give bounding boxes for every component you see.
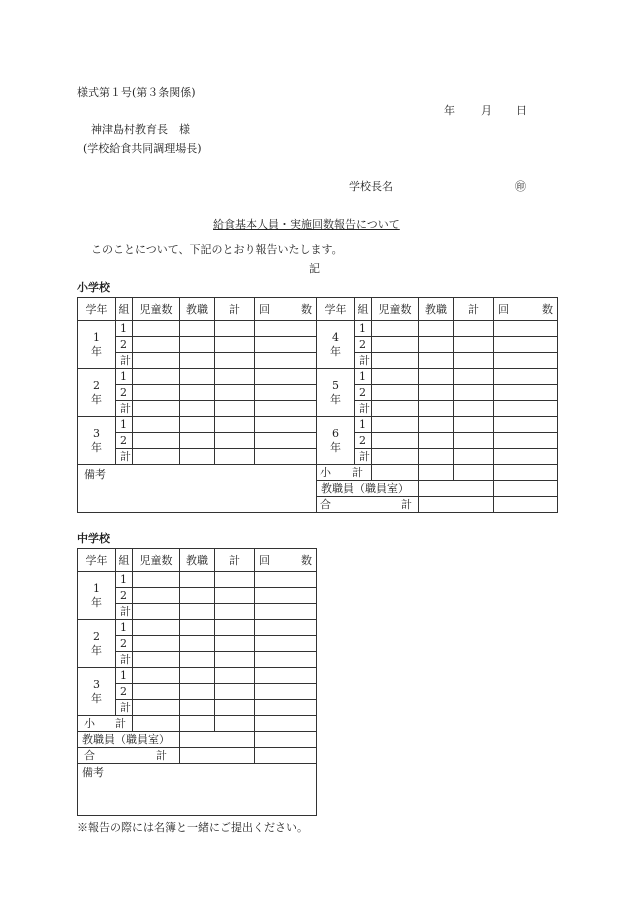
- grade-cell: 3 年: [78, 417, 116, 465]
- count-cell[interactable]: [255, 748, 317, 764]
- class-cell: 2: [116, 636, 133, 652]
- col-students: 児童数: [133, 298, 180, 321]
- class-cell: 1: [116, 369, 133, 385]
- count-cell[interactable]: [255, 449, 317, 465]
- count-cell[interactable]: [255, 321, 317, 337]
- col-total: 計: [454, 298, 494, 321]
- staff-cell[interactable]: [419, 385, 454, 401]
- count-cell[interactable]: [494, 497, 558, 513]
- class-cell: 計: [116, 652, 133, 668]
- total-cell[interactable]: [215, 433, 255, 449]
- class-cell: 2: [116, 337, 133, 353]
- count-cell[interactable]: [255, 417, 317, 433]
- col-students: 児童数: [372, 298, 419, 321]
- total-cell[interactable]: [215, 716, 255, 732]
- subtotal-label: 小 計: [317, 465, 372, 481]
- students-cell[interactable]: [133, 417, 180, 433]
- document-title: 給食基本人員・実施回数報告について: [213, 218, 400, 231]
- staff-room-value[interactable]: [180, 732, 255, 748]
- students-cell[interactable]: [133, 700, 180, 716]
- students-cell[interactable]: [133, 337, 180, 353]
- staff-cell[interactable]: [180, 417, 215, 433]
- date-day-label: 日: [516, 104, 527, 117]
- total-cell[interactable]: [215, 684, 255, 700]
- count-cell[interactable]: [494, 481, 558, 497]
- total-cell[interactable]: [215, 401, 255, 417]
- total-cell[interactable]: [215, 652, 255, 668]
- grand-total-row: [78, 748, 317, 764]
- total-cell[interactable]: [454, 449, 494, 465]
- staff-cell[interactable]: [180, 716, 215, 732]
- class-cell: 計: [116, 700, 133, 716]
- staff-cell[interactable]: [180, 572, 215, 588]
- class-cell: 計: [355, 449, 372, 465]
- count-cell[interactable]: [494, 465, 558, 481]
- grade-cell: 3 年: [78, 668, 116, 716]
- col-staff: 教職: [180, 549, 215, 572]
- students-cell[interactable]: [133, 604, 180, 620]
- intro-text: このことについて、下記のとおり報告いたします。: [91, 243, 343, 256]
- total-cell[interactable]: [215, 636, 255, 652]
- class-cell: 1: [116, 620, 133, 636]
- col-count: 回 数: [255, 549, 317, 572]
- elementary-table: [77, 297, 558, 513]
- date-month-label: 月: [481, 104, 492, 117]
- staff-room-value[interactable]: [419, 481, 494, 497]
- total-cell[interactable]: [454, 433, 494, 449]
- grade-cell: 1 年: [78, 572, 116, 620]
- total-cell[interactable]: [454, 321, 494, 337]
- staff-cell[interactable]: [419, 337, 454, 353]
- students-cell[interactable]: [133, 401, 180, 417]
- count-cell[interactable]: [255, 684, 317, 700]
- count-cell[interactable]: [494, 369, 558, 385]
- staff-cell[interactable]: [180, 620, 215, 636]
- col-class: 組: [116, 298, 133, 321]
- staff-cell[interactable]: [180, 700, 215, 716]
- table-row: [78, 369, 558, 385]
- remarks-row: [78, 764, 317, 816]
- students-cell[interactable]: [372, 369, 419, 385]
- staff-cell[interactable]: [419, 353, 454, 369]
- grand-total-label: 合 計: [317, 497, 419, 513]
- subtotal-row: [78, 465, 558, 481]
- grade-cell: 6 年: [317, 417, 355, 465]
- count-cell[interactable]: [255, 433, 317, 449]
- staff-cell[interactable]: [180, 337, 215, 353]
- total-cell[interactable]: [215, 604, 255, 620]
- count-cell[interactable]: [494, 353, 558, 369]
- total-cell[interactable]: [215, 620, 255, 636]
- class-cell: 2: [355, 433, 372, 449]
- staff-cell[interactable]: [180, 652, 215, 668]
- count-cell[interactable]: [255, 401, 317, 417]
- seal-icon: ㊞: [515, 180, 526, 193]
- remarks-cell[interactable]: [78, 465, 317, 513]
- principal-label: 学校長名: [349, 180, 393, 193]
- students-cell[interactable]: [133, 668, 180, 684]
- total-cell[interactable]: [454, 417, 494, 433]
- count-cell[interactable]: [255, 716, 317, 732]
- count-cell[interactable]: [255, 636, 317, 652]
- count-cell[interactable]: [255, 668, 317, 684]
- staff-cell[interactable]: [419, 321, 454, 337]
- class-cell: 計: [355, 353, 372, 369]
- students-cell[interactable]: [372, 401, 419, 417]
- form-number: 様式第１号(第３条関係): [77, 86, 196, 99]
- subtotal-label: 小 計: [78, 716, 133, 732]
- staff-cell[interactable]: [180, 321, 215, 337]
- count-cell[interactable]: [494, 417, 558, 433]
- students-cell[interactable]: [133, 433, 180, 449]
- class-cell: 2: [355, 337, 372, 353]
- total-cell[interactable]: [215, 369, 255, 385]
- count-cell[interactable]: [255, 604, 317, 620]
- total-cell[interactable]: [454, 337, 494, 353]
- total-cell[interactable]: [454, 401, 494, 417]
- total-cell[interactable]: [215, 588, 255, 604]
- col-staff: 教職: [419, 298, 454, 321]
- grade-cell: 1 年: [78, 321, 116, 369]
- elementary-heading: 小学校: [77, 281, 110, 294]
- grade-cell: 2 年: [78, 369, 116, 417]
- ki-label: 記: [309, 262, 320, 275]
- class-cell: 2: [116, 433, 133, 449]
- class-cell: 1: [355, 369, 372, 385]
- col-class: 組: [116, 549, 133, 572]
- col-staff: 教職: [180, 298, 215, 321]
- table-header-row: [78, 298, 558, 321]
- subtotal-row: [78, 716, 317, 732]
- col-total: 計: [215, 549, 255, 572]
- table-row: [78, 668, 317, 684]
- total-cell[interactable]: [215, 668, 255, 684]
- table-row: [78, 321, 558, 337]
- col-grade: 学年: [78, 298, 116, 321]
- count-cell[interactable]: [255, 572, 317, 588]
- total-cell[interactable]: [454, 353, 494, 369]
- staff-cell[interactable]: [419, 417, 454, 433]
- count-cell[interactable]: [494, 401, 558, 417]
- remarks-cell[interactable]: [78, 764, 317, 816]
- students-cell[interactable]: [372, 465, 419, 481]
- staff-room-label: 教職員（職員室）: [317, 481, 419, 497]
- students-cell[interactable]: [372, 337, 419, 353]
- table-row: [78, 620, 317, 636]
- staff-cell[interactable]: [180, 604, 215, 620]
- junior-heading: 中学校: [77, 532, 110, 545]
- class-cell: 1: [116, 417, 133, 433]
- col-count: 回 数: [255, 298, 317, 321]
- class-cell: 計: [116, 449, 133, 465]
- staff-cell[interactable]: [180, 636, 215, 652]
- students-cell[interactable]: [133, 449, 180, 465]
- count-cell[interactable]: [255, 652, 317, 668]
- class-cell: 計: [355, 401, 372, 417]
- grade-cell: 4 年: [317, 321, 355, 369]
- students-cell[interactable]: [133, 572, 180, 588]
- staff-cell[interactable]: [180, 385, 215, 401]
- count-cell[interactable]: [255, 732, 317, 748]
- addressee-line2: (学校給食共同調理場長): [83, 142, 202, 155]
- class-cell: 計: [116, 401, 133, 417]
- students-cell[interactable]: [133, 716, 180, 732]
- students-cell[interactable]: [372, 321, 419, 337]
- count-cell[interactable]: [494, 337, 558, 353]
- staff-cell[interactable]: [180, 433, 215, 449]
- total-cell[interactable]: [454, 369, 494, 385]
- class-cell: 1: [116, 668, 133, 684]
- class-cell: 計: [116, 604, 133, 620]
- footnote: ※報告の際には名簿と一緒にご提出ください。: [77, 821, 308, 834]
- class-cell: 1: [116, 572, 133, 588]
- table-row: [78, 572, 317, 588]
- date-year-label: 年: [444, 104, 455, 117]
- remarks-label: 備考: [82, 766, 104, 779]
- total-cell[interactable]: [454, 385, 494, 401]
- staff-cell[interactable]: [180, 588, 215, 604]
- students-cell[interactable]: [133, 321, 180, 337]
- grand-total-value[interactable]: [419, 497, 494, 513]
- count-cell[interactable]: [255, 620, 317, 636]
- table-header-row: [78, 549, 317, 572]
- total-cell[interactable]: [215, 700, 255, 716]
- junior-table: [77, 548, 317, 816]
- col-class: 組: [355, 298, 372, 321]
- students-cell[interactable]: [133, 684, 180, 700]
- class-cell: 2: [116, 588, 133, 604]
- staff-cell[interactable]: [180, 369, 215, 385]
- students-cell[interactable]: [372, 433, 419, 449]
- staff-room-row: [78, 732, 317, 748]
- class-cell: 1: [355, 417, 372, 433]
- class-cell: 2: [116, 684, 133, 700]
- count-cell[interactable]: [494, 433, 558, 449]
- students-cell[interactable]: [372, 385, 419, 401]
- grade-cell: 2 年: [78, 620, 116, 668]
- students-cell[interactable]: [133, 369, 180, 385]
- total-cell[interactable]: [215, 417, 255, 433]
- staff-cell[interactable]: [180, 449, 215, 465]
- students-cell[interactable]: [133, 385, 180, 401]
- remarks-label: 備考: [84, 468, 106, 481]
- grand-total-value[interactable]: [180, 748, 255, 764]
- staff-room-label: 教職員（職員室）: [78, 732, 180, 748]
- col-grade: 学年: [317, 298, 355, 321]
- count-cell[interactable]: [255, 588, 317, 604]
- students-cell[interactable]: [133, 353, 180, 369]
- count-cell[interactable]: [494, 449, 558, 465]
- students-cell[interactable]: [133, 588, 180, 604]
- grand-total-label: 合 計: [78, 748, 180, 764]
- staff-cell[interactable]: [180, 401, 215, 417]
- class-cell: 1: [116, 321, 133, 337]
- count-cell[interactable]: [255, 369, 317, 385]
- grade-cell: 5 年: [317, 369, 355, 417]
- staff-cell[interactable]: [180, 668, 215, 684]
- staff-cell[interactable]: [419, 449, 454, 465]
- count-cell[interactable]: [494, 385, 558, 401]
- students-cell[interactable]: [372, 449, 419, 465]
- total-cell[interactable]: [215, 321, 255, 337]
- total-cell[interactable]: [215, 337, 255, 353]
- class-cell: 2: [116, 385, 133, 401]
- col-students: 児童数: [133, 549, 180, 572]
- count-cell[interactable]: [255, 353, 317, 369]
- col-total: 計: [215, 298, 255, 321]
- staff-cell[interactable]: [180, 684, 215, 700]
- total-cell[interactable]: [215, 353, 255, 369]
- col-grade: 学年: [78, 549, 116, 572]
- students-cell[interactable]: [133, 636, 180, 652]
- students-cell[interactable]: [372, 353, 419, 369]
- total-cell[interactable]: [215, 449, 255, 465]
- count-cell[interactable]: [255, 700, 317, 716]
- staff-cell[interactable]: [419, 465, 454, 481]
- students-cell[interactable]: [133, 620, 180, 636]
- class-cell: 計: [116, 353, 133, 369]
- staff-cell[interactable]: [419, 369, 454, 385]
- staff-cell[interactable]: [180, 353, 215, 369]
- students-cell[interactable]: [133, 652, 180, 668]
- count-cell[interactable]: [255, 337, 317, 353]
- total-cell[interactable]: [454, 465, 494, 481]
- col-count: 回 数: [494, 298, 558, 321]
- staff-cell[interactable]: [419, 433, 454, 449]
- staff-cell[interactable]: [419, 401, 454, 417]
- students-cell[interactable]: [372, 417, 419, 433]
- total-cell[interactable]: [215, 572, 255, 588]
- class-cell: 2: [355, 385, 372, 401]
- count-cell[interactable]: [494, 321, 558, 337]
- count-cell[interactable]: [255, 385, 317, 401]
- addressee-line1: 神津島村教育長 様: [91, 123, 190, 136]
- class-cell: 1: [355, 321, 372, 337]
- table-row: [78, 417, 558, 433]
- total-cell[interactable]: [215, 385, 255, 401]
